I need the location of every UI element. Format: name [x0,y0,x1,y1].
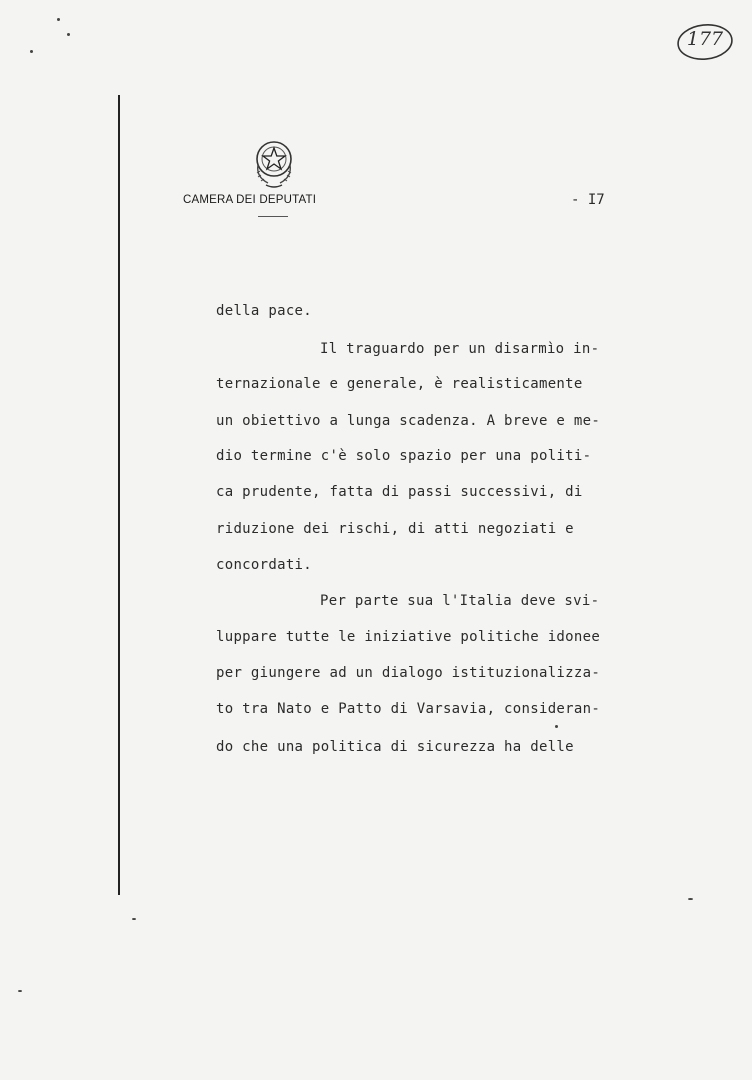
text-line: Il traguardo per un disarmìo in- [320,341,600,357]
text-line: un obiettivo a lunga scadenza. A breve e me- [216,413,601,429]
scan-speck [67,33,70,36]
text-line: do che una politica di sicurezza ha delle [216,739,574,755]
text-line: della pace. [216,303,313,319]
text-line: ternazionale e generale, è realisticamente [216,376,583,392]
folio-number: 177 [686,28,724,50]
scan-speck [555,725,558,728]
text-line: concordati. [216,557,313,573]
scan-speck [132,918,136,920]
scan-speck [688,898,693,900]
page-number: - I7 [571,192,605,208]
text-line: per giungere ad un dialogo istituzionalizza- [216,665,601,681]
text-line: Per parte sua l'Italia deve svi- [320,593,600,609]
text-line: ca prudente, fatta di passi successivi, di [216,484,583,500]
text-line: to tra Nato e Patto di Varsavia, consideran- [216,701,601,717]
text-line: dio termine c'è solo spazio per una politi- [216,448,592,464]
left-margin-rule [118,95,120,895]
scan-speck [30,50,33,53]
scan-speck [57,18,60,21]
text-line: luppare tutte le iniziative politiche idonee [216,629,601,645]
header-divider [258,216,288,217]
institution-title: CAMERA DEI DEPUTATI [183,194,317,206]
republic-emblem-icon [250,135,298,191]
scan-speck [18,990,22,992]
text-line: riduzione dei rischi, di atti negoziati e [216,521,574,537]
